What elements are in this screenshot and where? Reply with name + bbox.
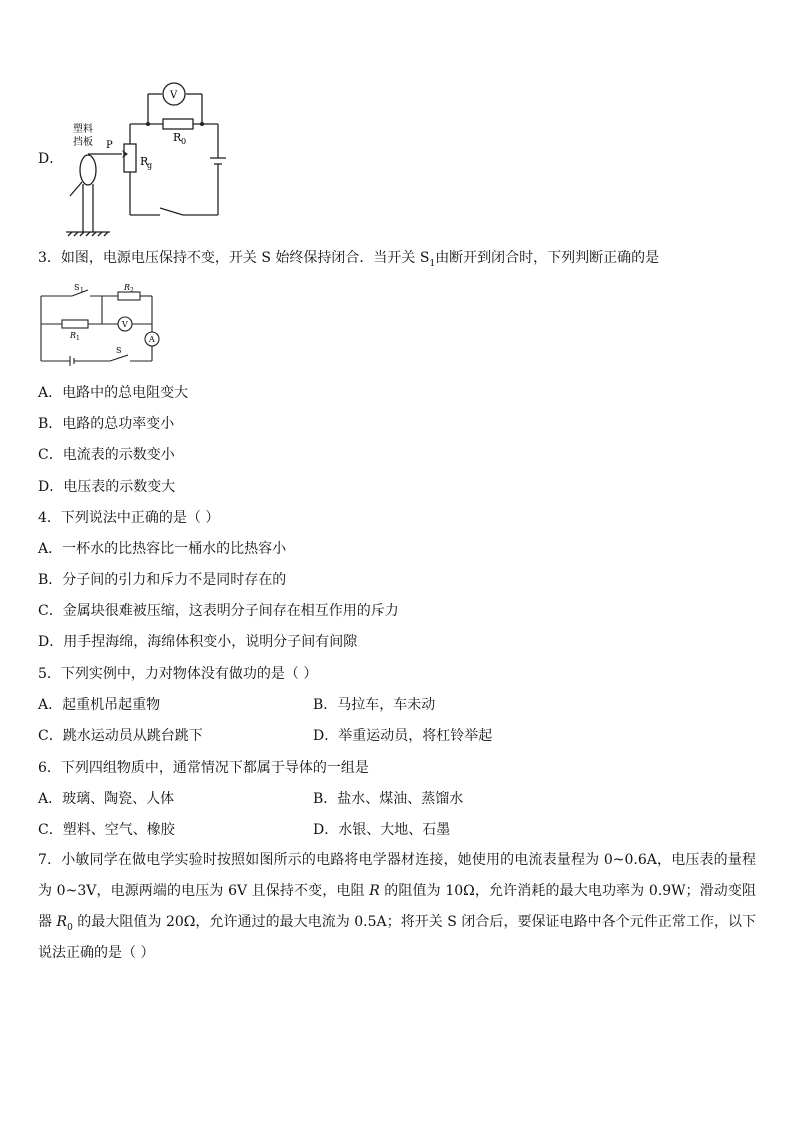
q3-r1-sub: 1 [76,335,80,342]
q3-s1-sub: 1 [80,287,84,294]
q5-option-c: C．跳水运动员从跳台跳下 [38,728,203,744]
q3-r2-sub: 2 [130,287,134,294]
q6-stem: 6．下列四组物质中，通常情况下都属于导体的一组是 [38,760,369,776]
q5-option-a: A．起重机吊起重物 [38,697,161,713]
r0-label: R [173,131,182,144]
q3-ammeter-symbol: A [149,335,155,344]
q3-s1-label: S [74,283,80,292]
q5-option-b: B．马拉车，车未动 [313,697,436,713]
q3-option-c: C．电流表的示数变小 [38,447,175,463]
q6-option-a: A．玻璃、陶瓷、人体 [38,791,175,807]
q3-stem: 3．如图，电源电压保持不变，开关 S 始终保持闭合．当开关 $S_1$由断开到闭合时，下列判断正确的是 [38,250,660,269]
q5-option-d: D．举重运动员，将杠铃举起 [313,728,493,744]
q4-option-b: B．分子间的引力和斥力不是同时存在的 [38,572,287,588]
q4-option-d: D．用手捏海绵，海绵体积变小，说明分子间有间隙 [38,634,358,650]
q4-option-a: A．一杯水的比热容比一桶水的比热容小 [38,541,287,557]
plate-label-1: 塑料 [73,124,93,135]
q6-option-d: D．水银、大地、石墨 [313,822,451,838]
q3-voltmeter-symbol: V [122,320,128,329]
q3-r2-label: R [124,283,131,292]
plate-label-2: 挡板 [73,137,93,148]
q3-s-label: S [116,346,122,355]
rheostat-sub: g [147,161,153,170]
q3-option-a: A．电路中的总电阻变大 [38,385,189,401]
q6-option-c: C．塑料、空气、橡胶 [38,822,175,838]
q4-option-c: C．金属块很难被压缩，这表明分子间存在相互作用的斥力 [38,603,399,619]
q5-stem: 5．下列实例中，力对物体没有做功的是（ ） [38,666,318,682]
slider-p-label: P [106,140,113,151]
q3-r1-label: R [70,331,77,340]
q3-circuit-diagram [36,280,166,366]
q6-option-b: B．盐水、煤油、蒸馏水 [313,791,464,807]
q7-stem: 7．小敏同学在做电学实验时按照如图所示的电路将电学器材连接，她使用的电流表量程为 0~0.6A，电压表的量程为 0~3V，电源两端的电压为 6V 且保持不变，电阻 R 的阻值为 10Ω，允许消耗的最大电功率为 0.9W；滑动变阻器 $R_0$ 的最大阻值为 20Ω，允许通过的最大电流为 0.5A；将开关 S 闭合后，要保证电路中各个元件正常工作，以下说法正确的是（ ） [38,852,757,961]
r0-sub: 0 [181,137,187,146]
voltmeter-symbol: V [170,90,178,101]
q3-option-d: D．电压表的示数变大 [38,479,176,495]
q3-option-b: B．电路的总功率变小 [38,416,175,432]
q2-option-d-label: D． [38,151,64,167]
q2-circuit-diagram [60,78,240,238]
q4-stem: 4．下列说法中正确的是（ ） [38,510,220,526]
rheostat-label: R [140,155,149,168]
